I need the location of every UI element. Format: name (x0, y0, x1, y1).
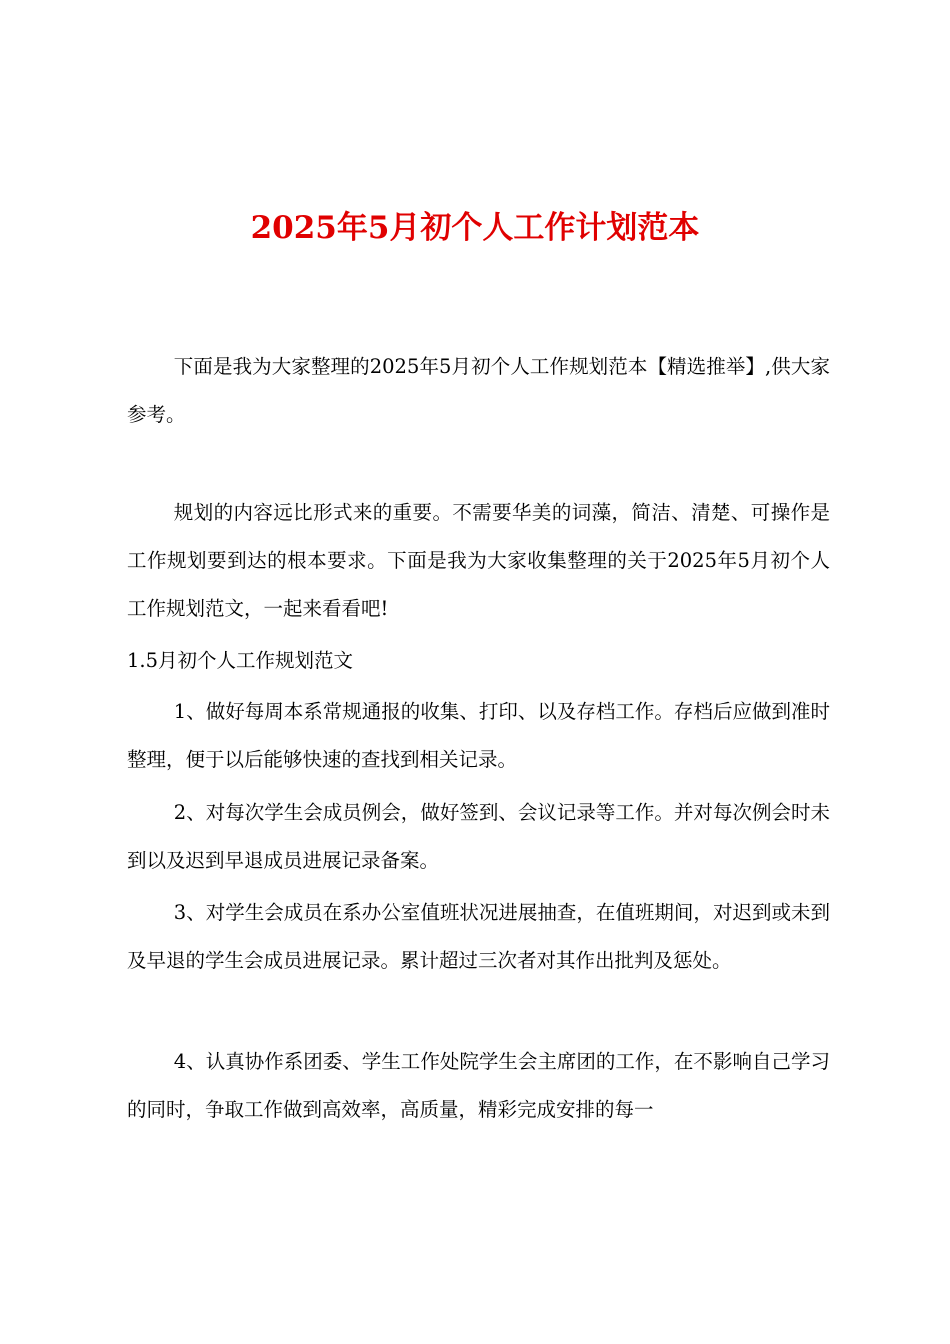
intro-paragraph: 下面是我为大家整理的2025年5月初个人工作规划范本【精选推举】,供大家参考。 (127, 355, 830, 426)
list-item-2: 2、对每次学生会成员例会，做好签到、会议记录等工作。并对每次例会时未到以及迟到早退成员进展记录备案。 (127, 801, 830, 872)
document-title: 2025年5月初个人工作计划范本 (250, 210, 700, 246)
list-item-1: 1、做好每周本系常规通报的收集、打印、以及存档工作。存档后应做到准时整理，便于以后能够快速的查找到相关记录。 (127, 700, 830, 771)
list-item-4: 4、认真协作系团委、学生工作处院学生会主席团的工作，在不影响自己学习的同时，争取工作做到高效率，高质量，精彩完成安排的每一 (127, 1050, 830, 1121)
section-heading: 1.5月初个人工作规划范文 (127, 649, 354, 672)
list-item-3: 3、对学生会成员在系办公室值班状况进展抽查，在值班期间，对迟到或未到及早退的学生会成员进展记录。累计超过三次者对其作出批判及惩处。 (127, 901, 830, 972)
summary-paragraph: 规划的内容远比形式来的重要。不需要华美的词藻，简洁、清楚、可操作是工作规划要到达的根本要求。下面是我为大家收集整理的关于2025年5月初个人工作规划范文，一起来看看吧! (127, 501, 830, 620)
